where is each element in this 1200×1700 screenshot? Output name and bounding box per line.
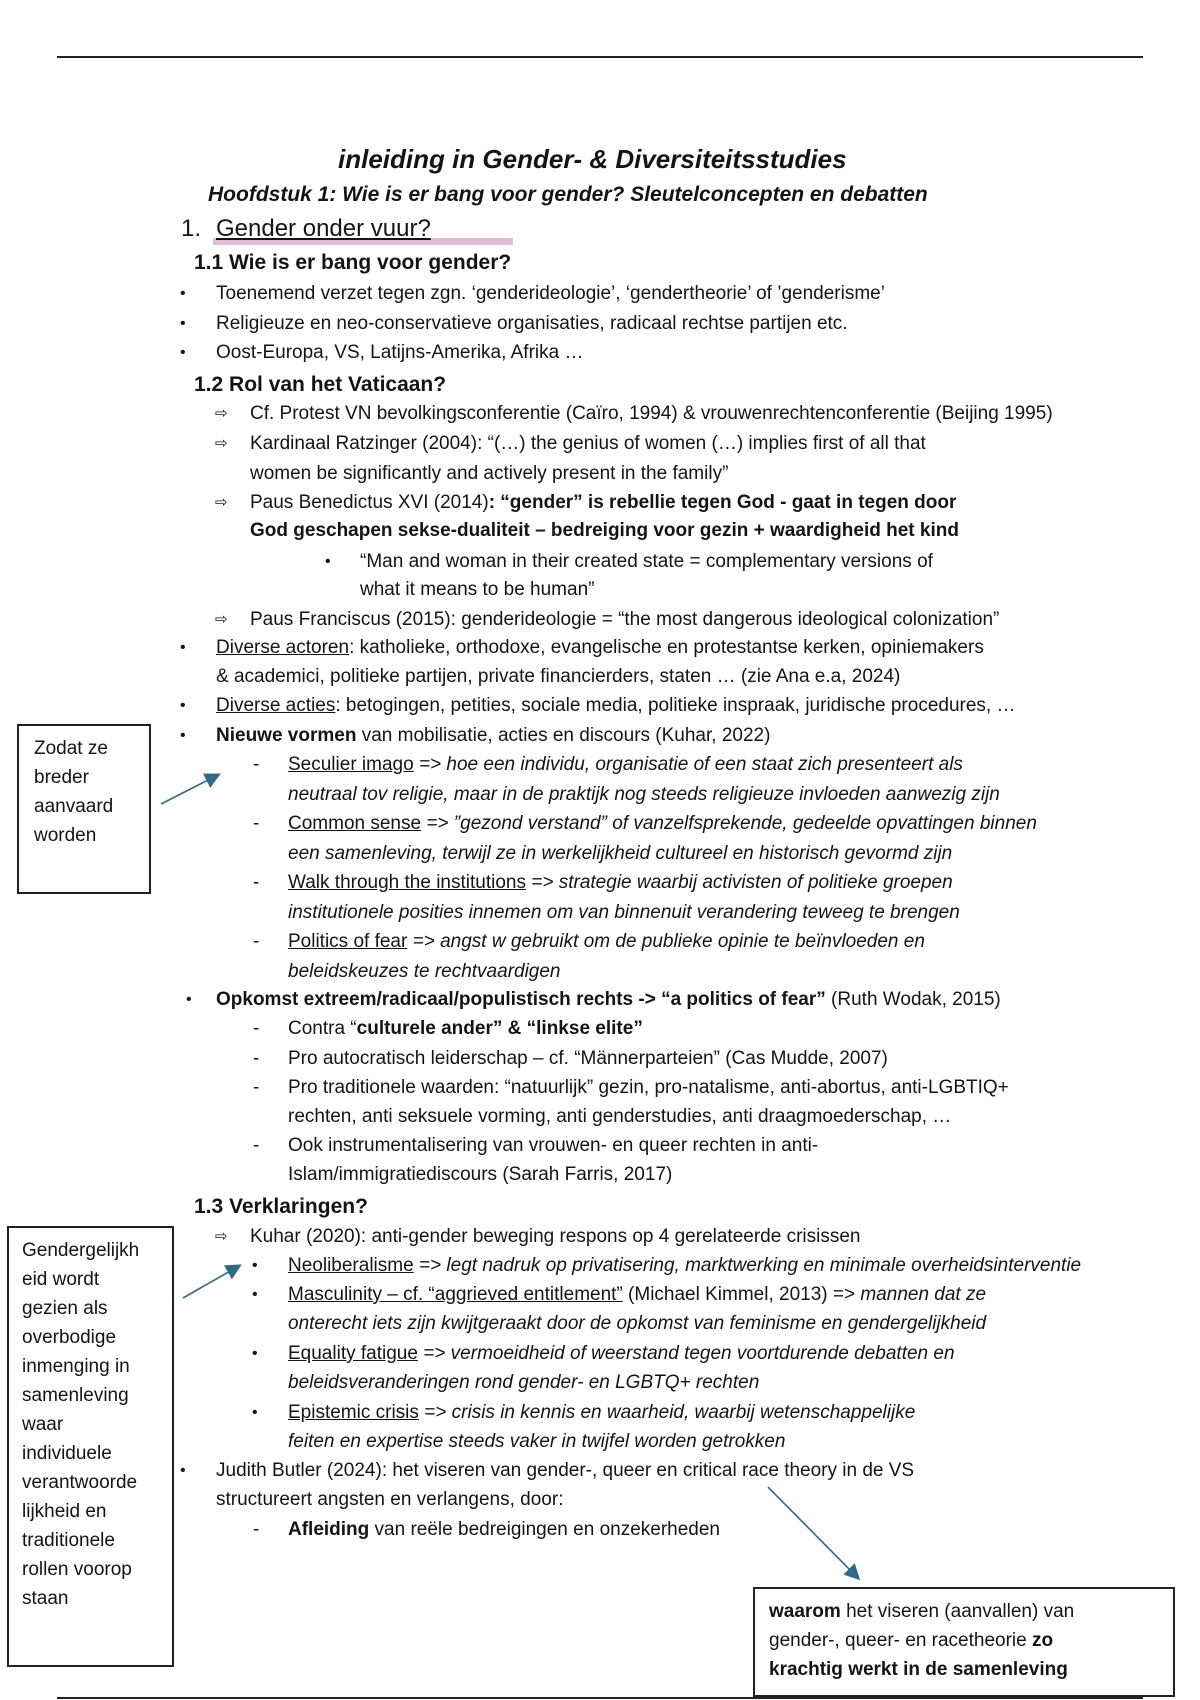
term-text: : betogingen, petities, sociale media, politieke inspraak, juridische procedures, … bbox=[335, 695, 1016, 716]
list-item-continuation: structureert angsten en verlangens, door: bbox=[216, 1489, 564, 1510]
chapter-subtitle: Hoofdstuk 1: Wie is er bang voor gender? Sleutelconcepten en debatten bbox=[208, 183, 928, 206]
note-line: samenleving bbox=[22, 1385, 129, 1406]
sub-item: Pro traditionele waarden: “natuurlijk” gezin, pro-natalisme, anti-abortus, anti-LGBTIQ+ bbox=[288, 1077, 1009, 1098]
term-label: Epistemic crisis bbox=[288, 1402, 419, 1423]
sub-item-continuation: beleidsveranderingen rond gender- en LGBTQ+ rechten bbox=[288, 1372, 760, 1393]
annotation-arrow-2 bbox=[183, 1266, 239, 1298]
note-line: Zodat ze bbox=[34, 738, 108, 759]
arrow-bullet-icon: ⇨ bbox=[215, 1228, 228, 1245]
dash-bullet-icon: - bbox=[253, 813, 260, 834]
term-label: Masculinity – cf. “aggrieved entitlement” bbox=[288, 1284, 623, 1305]
term-label: Common sense bbox=[288, 813, 422, 834]
note-line: krachtig werkt in de samenleving bbox=[769, 1659, 1068, 1680]
bullet-icon: • bbox=[252, 1257, 258, 1274]
document-title: inleiding in Gender- & Diversiteitsstudies bbox=[338, 144, 847, 174]
dash-bullet-icon: - bbox=[253, 1018, 260, 1039]
list-item: Judith Butler (2024): het viseren van gender-, queer en critical race theory in de VS bbox=[216, 1460, 915, 1481]
note-line: inmenging in bbox=[22, 1356, 130, 1377]
bullet-icon: • bbox=[180, 727, 186, 744]
note-text: het viseren (aanvallen) van bbox=[840, 1601, 1075, 1622]
dash-bullet-icon: - bbox=[253, 1077, 260, 1098]
text: ” bbox=[633, 1018, 643, 1039]
list-item: Religieuze en neo-conservatieve organisaties, radicaal rechtse partijen etc. bbox=[216, 313, 848, 334]
note-line: staan bbox=[22, 1588, 69, 1609]
sub-item: Pro autocratisch leiderschap – cf. “Männerparteien” (Cas Mudde, 2007) bbox=[288, 1048, 888, 1069]
bullet-icon: • bbox=[180, 639, 186, 656]
heading-1-3: 1.3 Verklaringen? bbox=[194, 1195, 368, 1218]
term-text: => legt nadruk op privatisering, marktwerking en minimale overheidsinterventie bbox=[413, 1255, 1082, 1276]
bullet-icon: • bbox=[325, 553, 331, 570]
sub-item-continuation: een samenleving, terwijl ze in werkelijkheid cultureel en historisch gevormd zijn bbox=[288, 843, 953, 864]
term-text: (Ruth Wodak, 2015) bbox=[825, 989, 1001, 1010]
term-label: Diverse acties bbox=[216, 695, 336, 716]
annotation-arrow-3 bbox=[768, 1487, 858, 1578]
term-bold: Afleiding bbox=[288, 1519, 370, 1540]
bullet-icon: • bbox=[180, 315, 186, 332]
heading-1-2: 1.2 Rol van het Vaticaan? bbox=[194, 373, 447, 396]
note-line: verantwoorde bbox=[22, 1472, 138, 1493]
bullet-icon: • bbox=[180, 1462, 186, 1479]
list-item: Oost-Europa, VS, Latijns-Amerika, Afrika … bbox=[216, 342, 584, 363]
note-text: gender-, queer- en racetheorie bbox=[769, 1630, 1032, 1651]
dash-bullet-icon: - bbox=[253, 754, 260, 775]
term-bold: Nieuwe vormen bbox=[216, 725, 357, 746]
term-text: => vermoeidheid of weerstand tegen voortdurende debatten en bbox=[417, 1343, 955, 1364]
heading-1-1: 1.1 Wie is er bang voor gender? bbox=[194, 251, 512, 274]
list-item: Toenemend verzet tegen zgn. ‘genderideologie’, ‘gendertheorie’ of ’genderisme’ bbox=[216, 283, 885, 304]
arrow-bullet-icon: ⇨ bbox=[215, 405, 228, 422]
note-line: breder bbox=[34, 767, 89, 788]
term-text: => ”gezond verstand” of vanzelfsprekende, gedeelde opvattingen binnen bbox=[421, 813, 1037, 834]
note-line: worden bbox=[34, 825, 97, 846]
list-item: Paus Franciscus (2015): genderideologie = “the most dangerous ideological colonization” bbox=[250, 609, 1000, 630]
section-title: Gender onder vuur? bbox=[216, 215, 431, 242]
bullet-icon: • bbox=[180, 285, 186, 302]
bottom-rule bbox=[57, 1697, 1143, 1699]
sub-item-continuation: onterecht iets zijn kwijtgeraakt door de opkomst van feminisme en gendergelijkheid bbox=[288, 1313, 987, 1334]
quote-item-continuation: what it means to be human” bbox=[360, 579, 595, 600]
note-line: Gendergelijkh bbox=[22, 1240, 140, 1261]
note-line: waar bbox=[22, 1414, 64, 1435]
dash-bullet-icon: - bbox=[253, 872, 260, 893]
term-label: Neoliberalisme bbox=[288, 1255, 414, 1276]
list-item-text: Paus Benedictus XVI (2014) bbox=[250, 492, 489, 513]
sub-item-continuation: institutionele posities innemen om van binnenuit verandering teweeg te brengen bbox=[288, 902, 960, 923]
text: Contra “ bbox=[288, 1018, 357, 1039]
term-label: Equality fatigue bbox=[288, 1343, 418, 1364]
term-label: Diverse actoren bbox=[216, 637, 350, 658]
text: ” & “ bbox=[492, 1018, 537, 1039]
term-bold: culturele ander bbox=[356, 1018, 493, 1039]
term-label: Seculier imago bbox=[288, 754, 414, 775]
term-label: Politics of fear bbox=[288, 931, 408, 952]
arrow-bullet-icon: ⇨ bbox=[215, 494, 228, 511]
term-text: => hoe een individu, organisatie of een staat zich presenteert als bbox=[413, 754, 963, 775]
dash-bullet-icon: - bbox=[253, 931, 260, 952]
note-bold: waarom bbox=[769, 1601, 841, 1622]
note-line: aanvaard bbox=[34, 796, 114, 817]
term-label: Walk through the institutions bbox=[288, 872, 526, 893]
dash-bullet-icon: - bbox=[253, 1519, 260, 1540]
term-text: => strategie waarbij activisten of politieke groepen bbox=[525, 872, 953, 893]
sub-item-continuation: rechten, anti seksuele vorming, anti genderstudies, anti draagmoederschap, … bbox=[288, 1106, 952, 1127]
list-item: Kardinaal Ratzinger (2004): “(…) the genius of women (…) implies first of all that bbox=[250, 433, 926, 454]
list-item-continuation: women be significantly and actively present in the family” bbox=[250, 463, 729, 484]
note-line: individuele bbox=[22, 1443, 112, 1464]
term-text: => crisis in kennis en waarheid, waarbij wetenschappelijke bbox=[418, 1402, 916, 1423]
arrow-bullet-icon: ⇨ bbox=[215, 611, 228, 628]
term-bold: linkse elite bbox=[536, 1018, 634, 1039]
arrow-bullet-icon: ⇨ bbox=[215, 435, 228, 452]
bullet-icon: • bbox=[180, 344, 186, 361]
bullet-icon: • bbox=[252, 1345, 258, 1362]
list-item-bold: : “gender” is rebellie tegen God - gaat in tegen door bbox=[488, 492, 957, 513]
bullet-icon: • bbox=[186, 991, 192, 1008]
note-line: gezien als bbox=[22, 1298, 108, 1319]
term-bold: Opkomst extreem/radicaal/populistisch rechts -> “a politics of fear” bbox=[216, 989, 826, 1010]
list-item-continuation: & academici, politieke partijen, private financierders, staten … (zie Ana e.a, 2024) bbox=[216, 666, 901, 687]
list-item: Cf. Protest VN bevolkingsconferentie (Caïro, 1994) & vrouwenrechtenconferentie (Beijing 1995) bbox=[250, 403, 1053, 424]
bullet-icon: • bbox=[180, 697, 186, 714]
term-text: mannen dat ze bbox=[860, 1284, 987, 1305]
sub-item-continuation: Islam/immigratiediscours (Sarah Farris, 2017) bbox=[288, 1164, 673, 1185]
sub-item-continuation: beleidskeuzes te rechtvaardigen bbox=[288, 961, 561, 982]
sub-item-continuation: feiten en expertise steeds vaker in twijfel worden getrokken bbox=[288, 1431, 786, 1452]
term-text: : katholieke, orthodoxe, evangelische en protestantse kerken, opiniemakers bbox=[349, 637, 984, 658]
dash-bullet-icon: - bbox=[253, 1135, 260, 1156]
term-text: => angst w gebruikt om de publieke opinie te beïnvloeden en bbox=[407, 931, 925, 952]
term-text: van mobilisatie, acties en discours (Kuhar, 2022) bbox=[356, 725, 771, 746]
note-bold: zo bbox=[1032, 1630, 1054, 1651]
note-line: rollen voorop bbox=[22, 1559, 132, 1580]
dash-bullet-icon: - bbox=[253, 1048, 260, 1069]
term-text: (Michael Kimmel, 2013) => bbox=[622, 1284, 861, 1305]
sub-item: Ook instrumentalisering van vrouwen- en queer rechten in anti- bbox=[288, 1135, 819, 1156]
annotation-arrow-1 bbox=[161, 775, 218, 804]
list-item: Kuhar (2020): anti-gender beweging respons op 4 gerelateerde crisissen bbox=[250, 1226, 861, 1247]
note-line: overbodige bbox=[22, 1327, 117, 1348]
term-text: van reële bedreigingen en onzekerheden bbox=[369, 1519, 720, 1540]
list-item-continuation: God geschapen sekse-dualiteit – bedreiging voor gezin + waardigheid het kind bbox=[250, 520, 959, 541]
section-number: 1. bbox=[181, 215, 202, 242]
note-line: lijkheid en bbox=[22, 1501, 107, 1522]
bullet-icon: • bbox=[252, 1404, 258, 1421]
sub-item-continuation: neutraal tov religie, maar in de praktijk nog steeds religieuze invloeden aanwezig zijn bbox=[288, 784, 1000, 805]
note-line: eid wordt bbox=[22, 1269, 100, 1290]
bullet-icon: • bbox=[252, 1286, 258, 1303]
quote-item: “Man and woman in their created state = complementary versions of bbox=[360, 551, 933, 572]
note-line: traditionele bbox=[22, 1530, 115, 1551]
